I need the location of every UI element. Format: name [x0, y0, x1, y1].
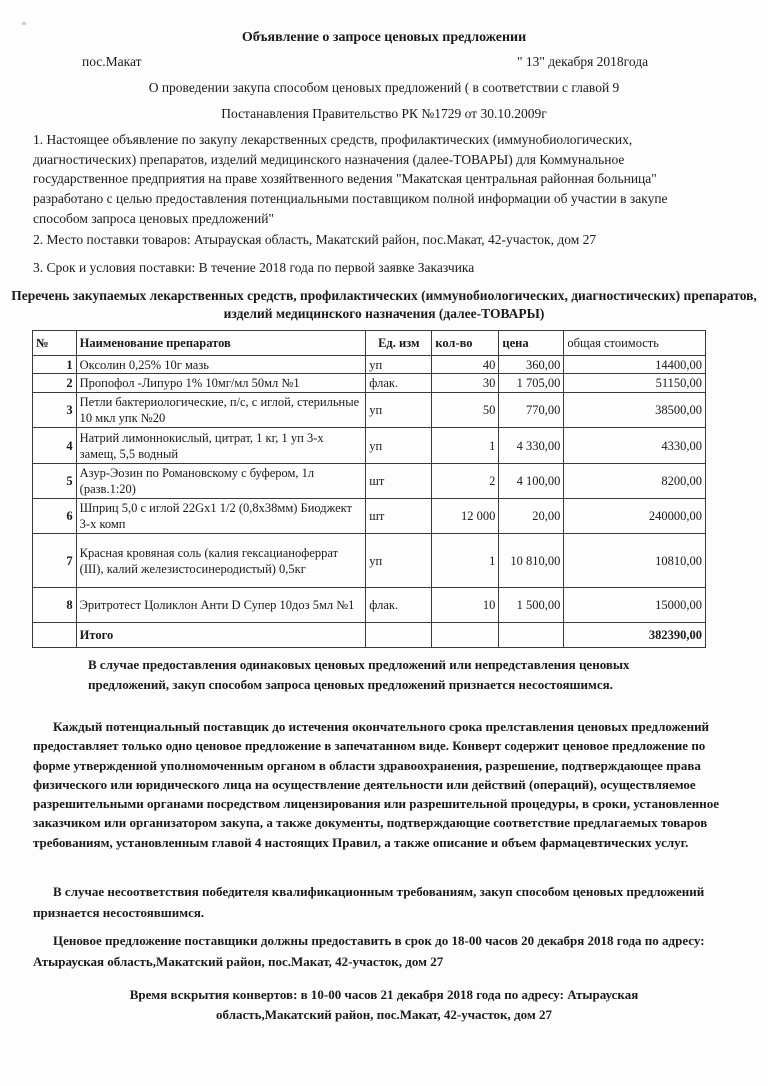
row-price: 1 705,00: [499, 374, 564, 393]
row-qty: 40: [432, 356, 499, 374]
header-unit: Ед. изм: [366, 331, 432, 356]
row-price: 360,00: [499, 356, 564, 374]
row-total: 38500,00: [564, 393, 706, 428]
row-name: Шприц 5,0 с иглой 22Gx1 1/2 (0,8x38мм) Биоджект 3-х комп: [76, 499, 366, 534]
row-price: 1 500,00: [499, 588, 564, 623]
row-name: Красная кровяная соль (калия гексацианоферрат (III), калий железистосинеродистый) 0,5кг: [76, 534, 366, 588]
envelope-opening: [0, 985, 768, 1025]
row-qty: 1: [432, 428, 499, 464]
row-total: 8200,00: [564, 464, 706, 499]
row-unit: шт: [366, 499, 432, 534]
table-header-row: [33, 331, 706, 356]
location: пос.Макат: [82, 54, 142, 69]
section-3-delivery-terms: 3. Срок и условия поставки: В течение 2018 года по первой заявке Заказчика: [33, 260, 475, 275]
row-price: 4 330,00: [499, 428, 564, 464]
header-qty: кол-во: [432, 331, 499, 356]
total-empty-qty: [432, 623, 499, 648]
row-unit: уп: [366, 428, 432, 464]
row-no: 3: [33, 393, 77, 428]
row-price: 10 810,00: [499, 534, 564, 588]
row-name: Петли бактериологические, п/с, с иглой, стерильные 10 мкл упк №20: [76, 393, 366, 428]
note-deadline: Ценовое предложение поставщики должны предоставить в срок до 18-00 часов 20 декабря 2018 года по адресу: Атырауская область,Макатский район, пос.Макат, 42-участок, дом 27: [33, 933, 705, 969]
row-qty: 10: [432, 588, 499, 623]
row-name: Эритротест Цоликлон Анти D Супер 10доз 5мл №1: [76, 588, 366, 623]
section-1: 1. Настоящее объявление по закупу лекарственных средств, профилактических (иммунобиологических, диагностических) препаратов, изделий медицинского назначения (далее-ТОВАРЫ) для Коммунальное государственное предприятия на праве хозяйтвенного ведения "Макатская центральная районная больница" разработано с целью предоставления потенциальными поставщиком полной информации об участии в закупе способом запроса ценовых предложений": [33, 132, 668, 226]
header-total: общая стоимость: [564, 331, 706, 356]
total-empty-price: [499, 623, 564, 648]
row-unit: уп: [366, 393, 432, 428]
document-date: " 13" декабря 2018года: [517, 54, 649, 69]
section-2-delivery-place: 2. Место поставки товаров: Атырауская область, Макатский район, пос.Макат, 42-участок, дом 27: [33, 232, 597, 247]
table-row: [33, 499, 706, 534]
total-value: 382390,00: [564, 623, 706, 648]
table-row: [33, 393, 706, 428]
row-total: 51150,00: [564, 374, 706, 393]
header-name: Наименование препаратов: [76, 331, 366, 356]
envelope-opening-line-1: Время вскрытия конвертов: в 10-00 часов 21 декабря 2018 года по адресу: Атырауская: [129, 987, 639, 1002]
row-qty: 12 000: [432, 499, 499, 534]
header-no: №: [33, 331, 77, 356]
table-row: [33, 356, 706, 374]
row-total: 14400,00: [564, 356, 706, 374]
table-row: [33, 428, 706, 464]
row-price: 20,00: [499, 499, 564, 534]
goods-list-title: Перечень закупаемых лекарственных средств, профилактических (иммунобиологических, диагностических) препаратов, изделий медицинского назначения (далее-ТОВАРЫ): [11, 288, 757, 321]
row-qty: 2: [432, 464, 499, 499]
total-label: Итого: [76, 623, 366, 648]
total-empty-no: [33, 623, 77, 648]
table-row: [33, 464, 706, 499]
subtitle-line-1: О проведении закупа способом ценовых предложений ( в соответствии с главой 9: [148, 80, 620, 95]
row-no: 1: [33, 356, 77, 374]
goods-table: [32, 330, 706, 648]
row-name: Натрий лимоннокислый, цитрат, 1 кг, 1 уп 3-х замещ, 5,5 водный: [76, 428, 366, 464]
row-unit: флак.: [366, 588, 432, 623]
row-no: 7: [33, 534, 77, 588]
scan-speck: [22, 22, 26, 25]
envelope-opening-line-2: область,Макатский район, пос.Макат, 42-участок, дом 27: [216, 1007, 552, 1022]
subtitle-line-2: Постанавления Правительство РК №1729 от 30.10.2009г: [221, 106, 547, 121]
row-unit: уп: [366, 534, 432, 588]
row-unit: шт: [366, 464, 432, 499]
total-empty-unit: [366, 623, 432, 648]
note-single-offer: Каждый потенциальный поставщик до истечения окончательного срока прелставления ценовых предложений предоставляет только одно ценовое предложение в запечатанном виде. Конверт содержит ценовое предложение по форме утвержденной уполномоченным органом в области здравоохранения, разрешение, подтверждающее права физического или юридического лица на осуществление деятельности или действий (операций), осуществляемое разрешительными органами посредством лицензирования или разрешительной процедуры, в сроки, установленное заказчиком или организатором закупа, а также документы, подтверждающие соответствие предлагаемых товаров требованиям, установленным главой 4 настоящих Правил, а также описание и объем фармацевтических услуг.: [33, 719, 720, 850]
document-title: Объявление о запросе ценовых предложении: [241, 30, 527, 45]
row-name: Пропофол -Липуро 1% 10мг/мл 50мл №1: [76, 374, 366, 393]
row-price: 770,00: [499, 393, 564, 428]
note-equal-offers: В случае предоставления одинаковых ценовых предложений или непредставления ценовых предложений, закуп способом запроса ценовых предложений признается несостояшимся.: [88, 657, 630, 692]
row-no: 2: [33, 374, 77, 393]
note-non-compliance: В случае несоответствия победителя квалификационным требованиям, закуп способом ценовых предложений признается несостоявшимся.: [33, 884, 705, 920]
header-price: цена: [499, 331, 564, 356]
row-qty: 30: [432, 374, 499, 393]
row-unit: уп: [366, 356, 432, 374]
row-qty: 1: [432, 534, 499, 588]
table-total-row: [33, 623, 706, 648]
table-row: [33, 588, 706, 623]
row-no: 5: [33, 464, 77, 499]
row-no: 4: [33, 428, 77, 464]
row-total: 10810,00: [564, 534, 706, 588]
row-no: 6: [33, 499, 77, 534]
row-total: 240000,00: [564, 499, 706, 534]
row-name: Азур-Эозин по Романовскому с буфером, 1л (разв.1:20): [76, 464, 366, 499]
row-name: Оксолин 0,25% 10г мазь: [76, 356, 366, 374]
table-row: [33, 374, 706, 393]
row-total: 4330,00: [564, 428, 706, 464]
table-row: [33, 534, 706, 588]
row-qty: 50: [432, 393, 499, 428]
row-price: 4 100,00: [499, 464, 564, 499]
row-no: 8: [33, 588, 77, 623]
row-unit: флак.: [366, 374, 432, 393]
row-total: 15000,00: [564, 588, 706, 623]
